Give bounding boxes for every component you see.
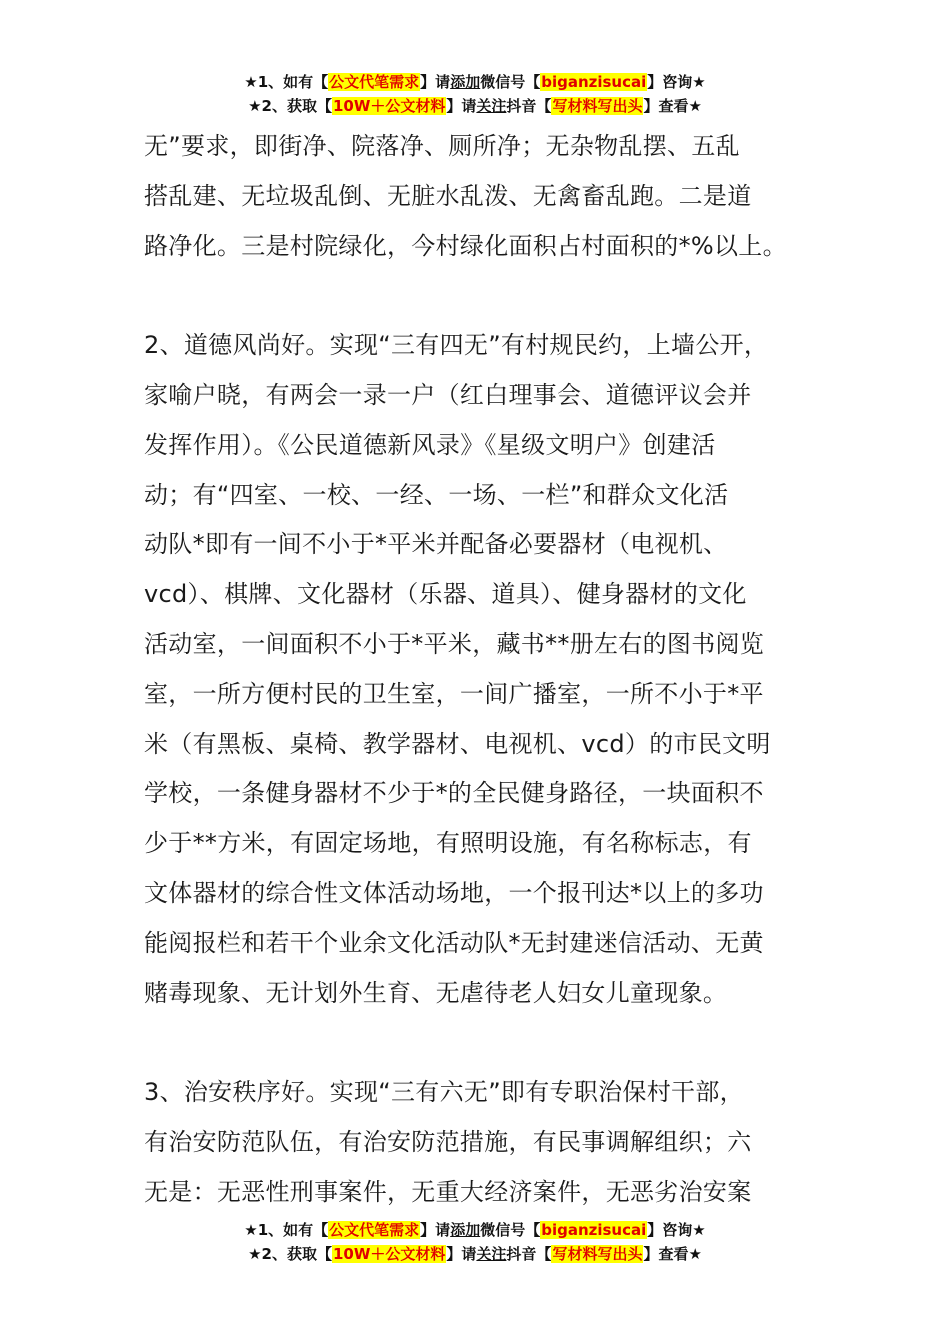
text-line: 米（有黑板、桌椅、教学器材、电视机、vcd）的市民文明 (144, 729, 771, 758)
text-line: 无”要求，即街净、院落净、厕所净；无杂物乱摆、五乱 (144, 132, 740, 160)
paragraph-gap (144, 1018, 834, 1068)
text-line: 3、治安秩序好。实现“三有六无”即有专职治保村干部， (144, 1078, 744, 1107)
banner-line-2 (0, 1242, 950, 1266)
banner-text: 微信号【 (480, 73, 541, 91)
top-banner (0, 70, 950, 118)
text-line: 有治安防范队伍，有治安防范措施，有民事调解组织；六 (144, 1127, 752, 1156)
text-line: 少于**方米，有固定场地，有照明设施，有名称标志，有 (144, 829, 752, 858)
paragraph-3 (144, 1068, 834, 1217)
banner-text: 】请 (420, 73, 451, 91)
text-line: 发挥作用）。《公民道德新风录》《星级文明户》创建活 (144, 430, 716, 459)
banner-text: 】查看★ (643, 1245, 702, 1263)
banner-text: ★2、获取【 (248, 97, 332, 115)
text-line: 动；有“四室、一校、一经、一场、一栏”和群众文化活 (144, 480, 729, 509)
highlight-service: 公文代笔需求 (329, 1221, 420, 1239)
banner-text: ★1、如有【 (244, 73, 329, 91)
highlight-douyin-account: 写材料写出头 (552, 1245, 643, 1263)
banner-underlined-text: 关注 (476, 97, 507, 115)
highlight-materials: 10W＋公文材料 (332, 97, 446, 115)
text-line: 学校，一条健身器材不少于*的全民健身路径，一块面积不 (144, 779, 764, 808)
banner-line-1 (0, 70, 950, 94)
text-line: 活动室，一间面积不小于*平米，藏书**册左右的图书阅览 (144, 629, 765, 658)
bottom-banner (0, 1218, 950, 1266)
banner-underlined-text: 关注 (476, 1245, 507, 1263)
banner-line-2 (0, 94, 950, 118)
paragraph-gap (144, 271, 834, 321)
banner-underlined-text: 添加 (450, 1221, 481, 1239)
banner-text: 】咨询★ (647, 1221, 706, 1239)
text-line: 搭乱建、无垃圾乱倒、无脏水乱泼、无禽畜乱跑。二是道 (144, 181, 752, 210)
text-line: 路净化。三是村院绿化，今村绿化面积占村面积的*%以上。 (144, 231, 787, 260)
paragraph-2 (144, 321, 834, 1018)
banner-text: 抖音【 (506, 1245, 552, 1263)
highlight-materials: 10W＋公文材料 (332, 1245, 446, 1263)
highlight-douyin-account: 写材料写出头 (552, 97, 643, 115)
text-line: 能阅报栏和若干个业余文化活动队*无封建迷信活动、无黄 (144, 928, 764, 957)
text-line: 动队*即有一间不小于*平米并配备必要器材（电视机、 (144, 530, 728, 559)
text-line: 文体器材的综合性文体活动场地，一个报刊达*以上的多功 (144, 878, 764, 907)
banner-text: 】咨询★ (647, 73, 706, 91)
text-line: vcd）、棋牌、文化器材（乐器、道具）、健身器材的文化 (144, 580, 747, 609)
text-line: 室，一所方便村民的卫生室，一间广播室，一所不小于*平 (144, 679, 764, 708)
paragraph-1 (144, 122, 834, 271)
banner-text: ★1、如有【 (244, 1221, 329, 1239)
banner-underlined-text: 添加 (450, 73, 481, 91)
highlight-wechat-id: biganzisucai (541, 73, 647, 91)
banner-text: 】请 (446, 1245, 477, 1263)
banner-text: ★2、获取【 (248, 1245, 332, 1263)
text-line: 赌毒现象、无计划外生育、无虐待老人妇女儿童现象。 (144, 978, 728, 1007)
banner-text: 】查看★ (643, 97, 702, 115)
highlight-service: 公文代笔需求 (329, 73, 420, 91)
banner-text: 】请 (446, 97, 477, 115)
document-body (144, 122, 834, 1218)
text-line: 2、道德风尚好。实现“三有四无”有村规民约，上墙公开， (144, 331, 769, 360)
banner-line-1 (0, 1218, 950, 1242)
highlight-wechat-id: biganzisucai (541, 1221, 647, 1239)
banner-text: 】请 (420, 1221, 451, 1239)
banner-text: 微信号【 (480, 1221, 541, 1239)
text-line: 家喻户晓，有两会一录一户（红白理事会、道德评议会并 (144, 380, 752, 409)
banner-text: 抖音【 (506, 97, 552, 115)
text-line: 无是：无恶性刑事案件，无重大经济案件，无恶劣治安案 (144, 1177, 752, 1206)
